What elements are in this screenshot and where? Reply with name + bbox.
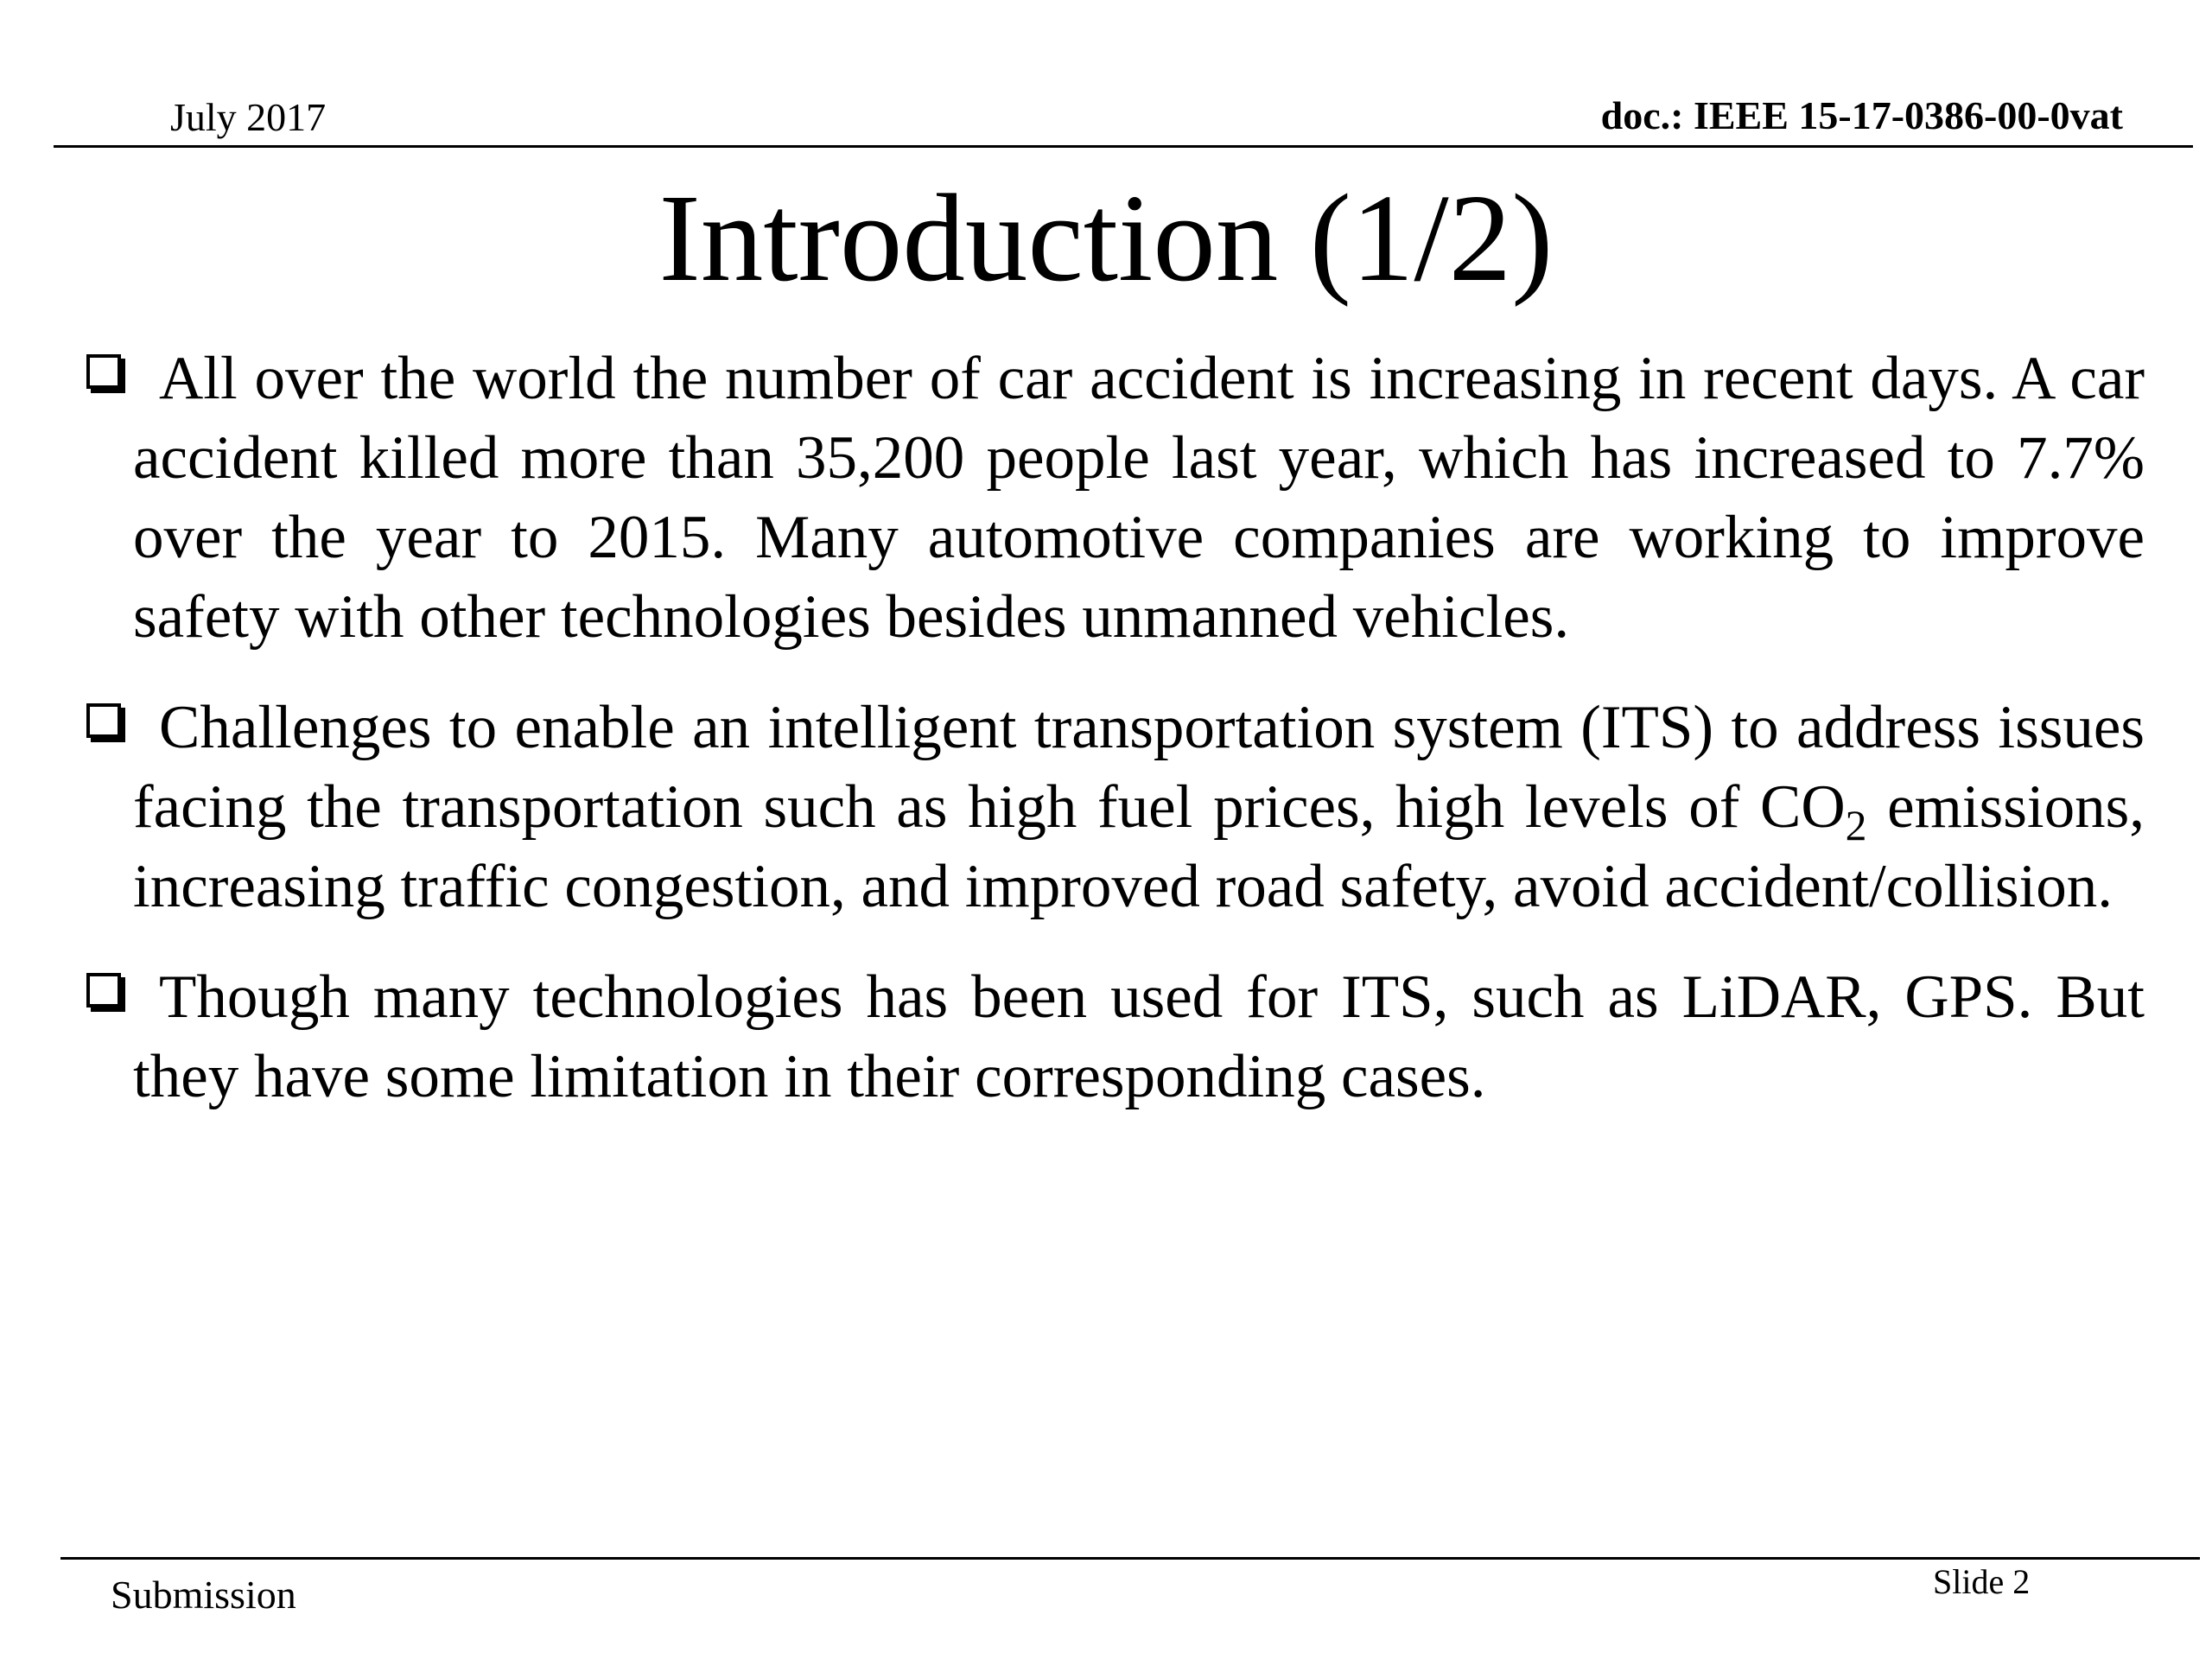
checkbox-bullet-icon — [86, 973, 121, 1007]
footer-slide-number: Slide 2 — [1933, 1562, 2031, 1601]
bullet-item-1 — [79, 339, 2145, 657]
slide-title: Introduction (1/2) — [658, 169, 1554, 308]
checkbox-bullet-icon — [86, 703, 121, 738]
bullet-text: All over the world the number of car accident is increasing in recent days. A car accident killed more than 35,200 people last year, which has increased to 7.7% over the year to 2015. Many automotive companies are working to improve safety with other technologies besides unmanned vehicles. — [133, 345, 2145, 651]
footer-submission: Submission — [111, 1573, 296, 1617]
header-divider — [54, 145, 2193, 148]
bullet-text-part-1: Challenges to enable an intelligent transportation system (ITS) to address issues facing the transportation such as high fuel prices, high levels of CO — [133, 694, 2145, 841]
footer-divider — [60, 1557, 2200, 1560]
header-doc-id: doc.: IEEE 15-17-0386-00-0vat — [1600, 93, 2123, 137]
bullet-item-3 — [79, 957, 2145, 1116]
bullet-item-2 — [79, 688, 2145, 926]
bullet-list — [79, 339, 2145, 1116]
checkbox-bullet-icon — [86, 354, 121, 389]
bullet-text-part-2: emissions, increasing traffic congestion, and improved road safety, avoid accident/collision. — [133, 773, 2145, 920]
bullet-text: Though many technologies has been used for ITS, such as LiDAR, GPS. But they have some limitation in their corresponding cases. — [133, 963, 2145, 1110]
co2-subscript: 2 — [1845, 801, 1867, 849]
header-date: July 2017 — [170, 95, 327, 139]
